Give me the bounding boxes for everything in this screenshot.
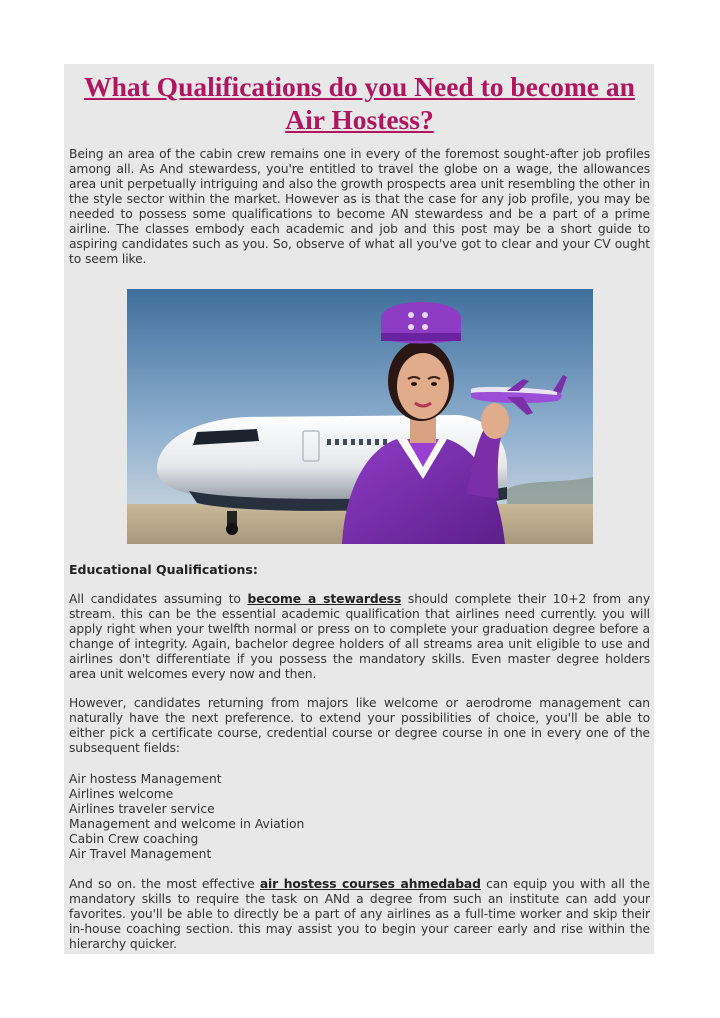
page-title: What Qualifications do you Need to become an Air Hostess?	[84, 71, 635, 135]
fields-list	[69, 772, 650, 862]
majors-paragraph: However, candidates returning from majors like welcome or aerodrome management can naturally have the next preference. to extend your possibilities of choice, you'll be able to either pick a certificate course, credential course or degree course in one in every one of the subsequent fields:	[69, 696, 650, 755]
list-item: Air hostess Management	[69, 772, 222, 786]
text-run: And so on. the most effective	[69, 877, 260, 891]
text-run: All candidates assuming to	[69, 592, 248, 606]
text-run: can equip you with all the mandatory skills to require the task on ANd a degree from such an institute can add your favorites. you'll be able to directly be a part of any airlines as a full-time worker and skip their in-house coaching section. this may assist you to begin your career early and rise within the hierarchy quicker.	[69, 877, 650, 951]
become-stewardess-link[interactable]: become a stewardess	[247, 592, 402, 606]
section-heading: Educational Qualifications:	[69, 562, 258, 577]
list-item: Management and welcome in Aviation	[69, 817, 305, 831]
education-paragraph	[69, 592, 650, 682]
intro-paragraph: Being an area of the cabin crew remains one in every of the foremost sought-after job profiles among all. As And stewardess, you're entitled to travel the globe on a wage, the allowances area unit perpetually intriguing and also the growth prospects area unit resembling the other in the style sector within the market. However as is that the case for any job profile, you may be needed to possess some qualifications to become AN stewardess and be a part of a prime airline. The classes embody each academic and job and this post may be a short guide to aspiring candidates such as you. So, observe of what all you've got to clear and your CV ought to seem like.	[69, 147, 650, 266]
air-hostess-photo	[127, 289, 593, 544]
list-item: Cabin Crew coaching	[69, 832, 199, 846]
list-item: Airlines traveler service	[69, 802, 215, 816]
list-item: Air Travel Management	[69, 847, 212, 861]
list-item: Airlines welcome	[69, 787, 174, 801]
text-run: should complete their 10+2 from any stream. this can be the essential academic qualification that airlines need currently. you will apply right when your twelfth normal or press on to complete your graduation degree before a change of integrity. Again, bachelor degree holders of all streams area unit eligible to use and airlines don't differentiate if you possess the mandatory skills. Even master degree holders area unit welcomes every now and then.	[69, 592, 650, 681]
document-page	[64, 64, 654, 954]
courses-paragraph	[69, 877, 650, 952]
air-hostess-courses-link[interactable]: air hostess courses ahmedabad	[259, 877, 481, 891]
